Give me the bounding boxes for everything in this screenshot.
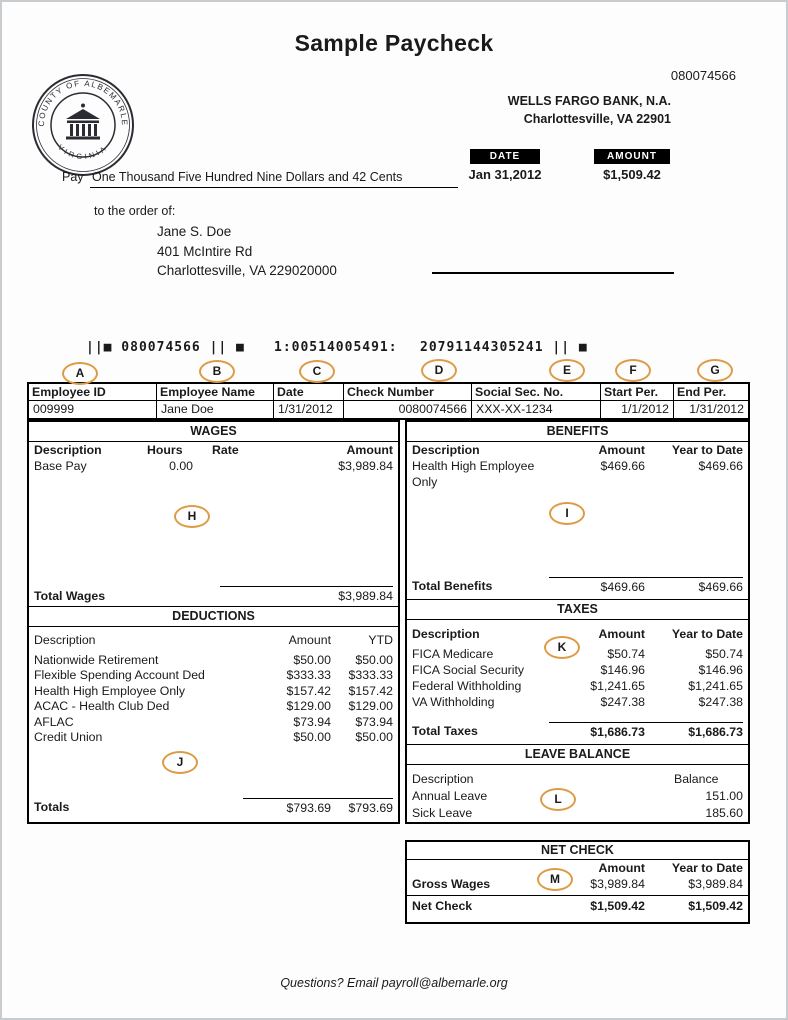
micr-account-number: 20791144305241 || ■ bbox=[420, 340, 588, 355]
gross-wages-label: Gross Wages bbox=[412, 877, 491, 891]
tax-amount: $1,241.65 bbox=[590, 679, 645, 693]
deduction-row bbox=[29, 668, 398, 684]
tax-amount: $50.74 bbox=[607, 647, 645, 661]
column-value: 1/1/2012 bbox=[621, 402, 669, 416]
gross-wages-ytd: $3,989.84 bbox=[688, 877, 743, 891]
seal-top-text: COUNTY OF ALBEMARLE bbox=[36, 78, 130, 127]
payee-city: Charlottesville, VA 229020000 bbox=[157, 263, 337, 278]
bank-city: Charlottesville, VA 22901 bbox=[523, 112, 671, 126]
leave-type: Annual Leave bbox=[412, 789, 488, 803]
benefits-taxes-leave-box bbox=[405, 420, 750, 824]
deduction-amount: $50.00 bbox=[293, 652, 331, 667]
deduction-ytd: $129.00 bbox=[348, 699, 393, 714]
net-check-table-header bbox=[407, 860, 748, 876]
tax-row bbox=[407, 694, 748, 710]
order-label: to the order of: bbox=[94, 204, 176, 218]
marker-j: J bbox=[162, 751, 198, 774]
wages-row bbox=[29, 458, 398, 474]
tax-amount: $146.96 bbox=[600, 663, 645, 677]
benefits-total-ytd: $469.66 bbox=[645, 577, 743, 596]
amount-in-words: One Thousand Five Hundred Nine Dollars and 42 Cents bbox=[90, 165, 458, 188]
header-rate: Rate bbox=[212, 443, 239, 457]
leave-row bbox=[407, 788, 748, 805]
column-header: Employee Name bbox=[157, 384, 273, 401]
deduction-description: Nationwide Retirement bbox=[34, 652, 159, 667]
leave-balance-section-title: LEAVE BALANCE bbox=[407, 745, 748, 765]
header-description: Description bbox=[412, 772, 474, 786]
column-header: End Per. bbox=[674, 384, 748, 401]
benefits-section-title: BENEFITS bbox=[407, 422, 748, 442]
tax-description: Federal Withholding bbox=[412, 679, 522, 693]
benefits-table-header bbox=[407, 442, 748, 458]
emp-col-employee-name bbox=[156, 384, 273, 418]
marker-d: D bbox=[421, 359, 457, 382]
emp-col-employee-id bbox=[29, 384, 156, 418]
deduction-row bbox=[29, 699, 398, 715]
net-check-box bbox=[405, 840, 750, 924]
net-check-row bbox=[407, 895, 748, 914]
deduction-description: Credit Union bbox=[34, 730, 103, 745]
benefit-amount: $469.66 bbox=[600, 459, 645, 473]
net-check-amount: $1,509.42 bbox=[590, 899, 645, 913]
gross-wages-row bbox=[407, 876, 748, 892]
emp-col-check-number bbox=[343, 384, 471, 418]
header-description: Description bbox=[412, 627, 480, 641]
tax-ytd: $50.74 bbox=[705, 647, 743, 661]
column-header: Start Per. bbox=[601, 384, 673, 401]
taxes-section-title: TAXES bbox=[407, 600, 748, 620]
leave-row bbox=[407, 805, 748, 822]
marker-e: E bbox=[549, 359, 585, 382]
employee-info-table bbox=[27, 382, 750, 420]
deduction-ytd: $50.00 bbox=[355, 652, 393, 667]
column-value: 0080074566 bbox=[398, 402, 467, 416]
tax-row bbox=[407, 662, 748, 678]
column-header: Check Number bbox=[344, 384, 471, 401]
benefit-row bbox=[407, 458, 748, 490]
amount-header: AMOUNT bbox=[594, 149, 670, 164]
deduction-ytd: $50.00 bbox=[355, 730, 393, 745]
deduction-amount: $50.00 bbox=[293, 730, 331, 745]
emp-col-date bbox=[273, 384, 343, 418]
emp-col-social-sec-no bbox=[471, 384, 600, 418]
signature-line bbox=[432, 272, 674, 274]
column-value: 1/31/2012 bbox=[689, 402, 744, 416]
page-title: Sample Paycheck bbox=[294, 30, 494, 56]
deduction-amount: $157.42 bbox=[286, 683, 331, 698]
taxes-total-label: Total Taxes bbox=[412, 724, 478, 738]
header-description: Description bbox=[412, 443, 480, 457]
deductions-total-label: Totals bbox=[34, 800, 70, 814]
header-ytd: Year to Date bbox=[671, 443, 743, 457]
column-value: XXX-XX-1234 bbox=[476, 402, 553, 416]
seal-bottom-text: VIRGINIA bbox=[56, 142, 110, 162]
leave-table-header bbox=[407, 771, 748, 788]
tax-ytd: $1,241.65 bbox=[688, 679, 743, 693]
wage-rate bbox=[207, 459, 285, 473]
header-ytd: Year to Date bbox=[671, 861, 743, 875]
deduction-description: ACAC - Health Club Ded bbox=[34, 699, 170, 714]
deduction-ytd: $333.33 bbox=[348, 668, 393, 683]
total-wages-label: Total Wages bbox=[34, 589, 106, 604]
leave-balance-value: 151.00 bbox=[705, 789, 743, 803]
deduction-description: Flexible Spending Account Ded bbox=[34, 668, 205, 683]
total-wages-row bbox=[29, 584, 398, 607]
deduction-amount: $129.00 bbox=[286, 699, 331, 714]
deductions-section-title: DEDUCTIONS bbox=[29, 607, 398, 627]
check-date-value: Jan 31,2012 bbox=[468, 167, 542, 182]
marker-b: B bbox=[199, 360, 235, 383]
deduction-row bbox=[29, 684, 398, 700]
tax-ytd: $146.96 bbox=[698, 663, 743, 677]
leave-balance-value: 185.60 bbox=[705, 806, 743, 820]
taxes-table-header bbox=[407, 626, 748, 642]
tax-description: FICA Social Security bbox=[412, 663, 525, 677]
net-check-label: Net Check bbox=[412, 899, 473, 913]
header-balance: Balance bbox=[674, 772, 719, 786]
courthouse-icon bbox=[66, 104, 100, 140]
deduction-row bbox=[29, 715, 398, 731]
wages-table-header bbox=[29, 442, 398, 458]
marker-i: I bbox=[549, 502, 585, 525]
marker-f: F bbox=[615, 359, 651, 382]
deduction-ytd: $73.94 bbox=[355, 714, 393, 729]
header-hours: Hours bbox=[147, 443, 183, 457]
deductions-total-ytd: $793.69 bbox=[331, 798, 393, 817]
bank-name: WELLS FARGO BANK, N.A. bbox=[507, 94, 671, 108]
payee-address: 401 McIntire Rd bbox=[157, 243, 253, 259]
header-description: Description bbox=[34, 443, 102, 457]
marker-g: G bbox=[697, 359, 733, 382]
footer-note: Questions? Email payroll@albemarle.org bbox=[280, 976, 508, 990]
marker-l: L bbox=[540, 788, 576, 811]
check-number: 080074566 bbox=[670, 68, 736, 83]
tax-amount: $247.38 bbox=[600, 695, 645, 709]
header-amount: Amount bbox=[598, 443, 645, 457]
micr-routing-number: 1:00514005491: bbox=[274, 340, 398, 355]
deduction-row bbox=[29, 653, 398, 669]
header-description: Description bbox=[34, 633, 96, 648]
net-check-section-title: NET CHECK bbox=[407, 842, 748, 860]
net-check-ytd: $1,509.42 bbox=[688, 899, 743, 913]
wages-deductions-box bbox=[27, 420, 400, 824]
marker-h: H bbox=[174, 505, 210, 528]
county-seal-icon bbox=[30, 72, 136, 178]
benefits-total-row bbox=[407, 577, 748, 600]
column-value: Jane Doe bbox=[161, 402, 214, 416]
deduction-row bbox=[29, 730, 398, 746]
taxes-total-amount: $1,686.73 bbox=[549, 722, 645, 741]
deduction-amount: $73.94 bbox=[293, 714, 331, 729]
bank-block bbox=[508, 92, 671, 128]
deductions-table-header bbox=[29, 633, 398, 649]
pay-label: Pay bbox=[62, 170, 84, 184]
column-value: 009999 bbox=[33, 402, 75, 416]
tax-row bbox=[407, 678, 748, 694]
leave-type: Sick Leave bbox=[412, 806, 473, 820]
benefits-total-amount: $469.66 bbox=[549, 577, 645, 596]
header-ytd: YTD bbox=[368, 633, 393, 648]
deduction-description: AFLAC bbox=[34, 714, 74, 729]
payee-block bbox=[157, 222, 337, 281]
emp-col-end-per bbox=[673, 384, 748, 418]
gross-wages-amount: $3,989.84 bbox=[590, 877, 645, 891]
tax-ytd: $247.38 bbox=[698, 695, 743, 709]
wage-description: Base Pay bbox=[34, 459, 87, 473]
column-header: Date bbox=[274, 384, 343, 401]
micr-check-number: ||■ 080074566 || ■ bbox=[86, 340, 245, 355]
marker-c: C bbox=[299, 360, 335, 383]
total-wages-amount: $3,989.84 bbox=[220, 586, 393, 603]
wage-hours: 0.00 bbox=[169, 459, 193, 473]
date-header: DATE bbox=[470, 149, 540, 164]
header-amount: Amount bbox=[598, 627, 645, 641]
tax-description: VA Withholding bbox=[412, 695, 495, 709]
check-amount-value: $1,509.42 bbox=[603, 167, 661, 182]
deduction-ytd: $157.42 bbox=[348, 683, 393, 698]
column-value: 1/31/2012 bbox=[278, 402, 333, 416]
header-amount: Amount bbox=[346, 443, 393, 457]
header-ytd: Year to Date bbox=[671, 627, 743, 641]
tax-description: FICA Medicare bbox=[412, 647, 494, 661]
wage-amount: $3,989.84 bbox=[338, 459, 393, 473]
payee-name: Jane S. Doe bbox=[157, 224, 232, 239]
deduction-amount: $333.33 bbox=[286, 668, 331, 683]
taxes-total-row bbox=[407, 722, 748, 745]
svg-text:VIRGINIA bbox=[56, 143, 110, 162]
header-amount: Amount bbox=[598, 861, 645, 875]
deductions-total-row bbox=[29, 798, 398, 822]
benefit-description: Health High Employee Only bbox=[412, 459, 535, 489]
marker-m: M bbox=[537, 868, 573, 891]
wages-section-title: WAGES bbox=[29, 422, 398, 442]
column-header: Social Sec. No. bbox=[472, 384, 600, 401]
benefits-total-label: Total Benefits bbox=[412, 579, 493, 593]
emp-col-start-per bbox=[600, 384, 673, 418]
marker-a: A bbox=[62, 362, 98, 385]
marker-k: K bbox=[544, 636, 580, 659]
header-amount: Amount bbox=[288, 633, 331, 648]
taxes-total-ytd: $1,686.73 bbox=[645, 722, 743, 741]
column-header: Employee ID bbox=[29, 384, 156, 401]
deductions-total-amount: $793.69 bbox=[243, 798, 331, 817]
deduction-description: Health High Employee Only bbox=[34, 683, 186, 698]
benefit-ytd: $469.66 bbox=[698, 459, 743, 473]
